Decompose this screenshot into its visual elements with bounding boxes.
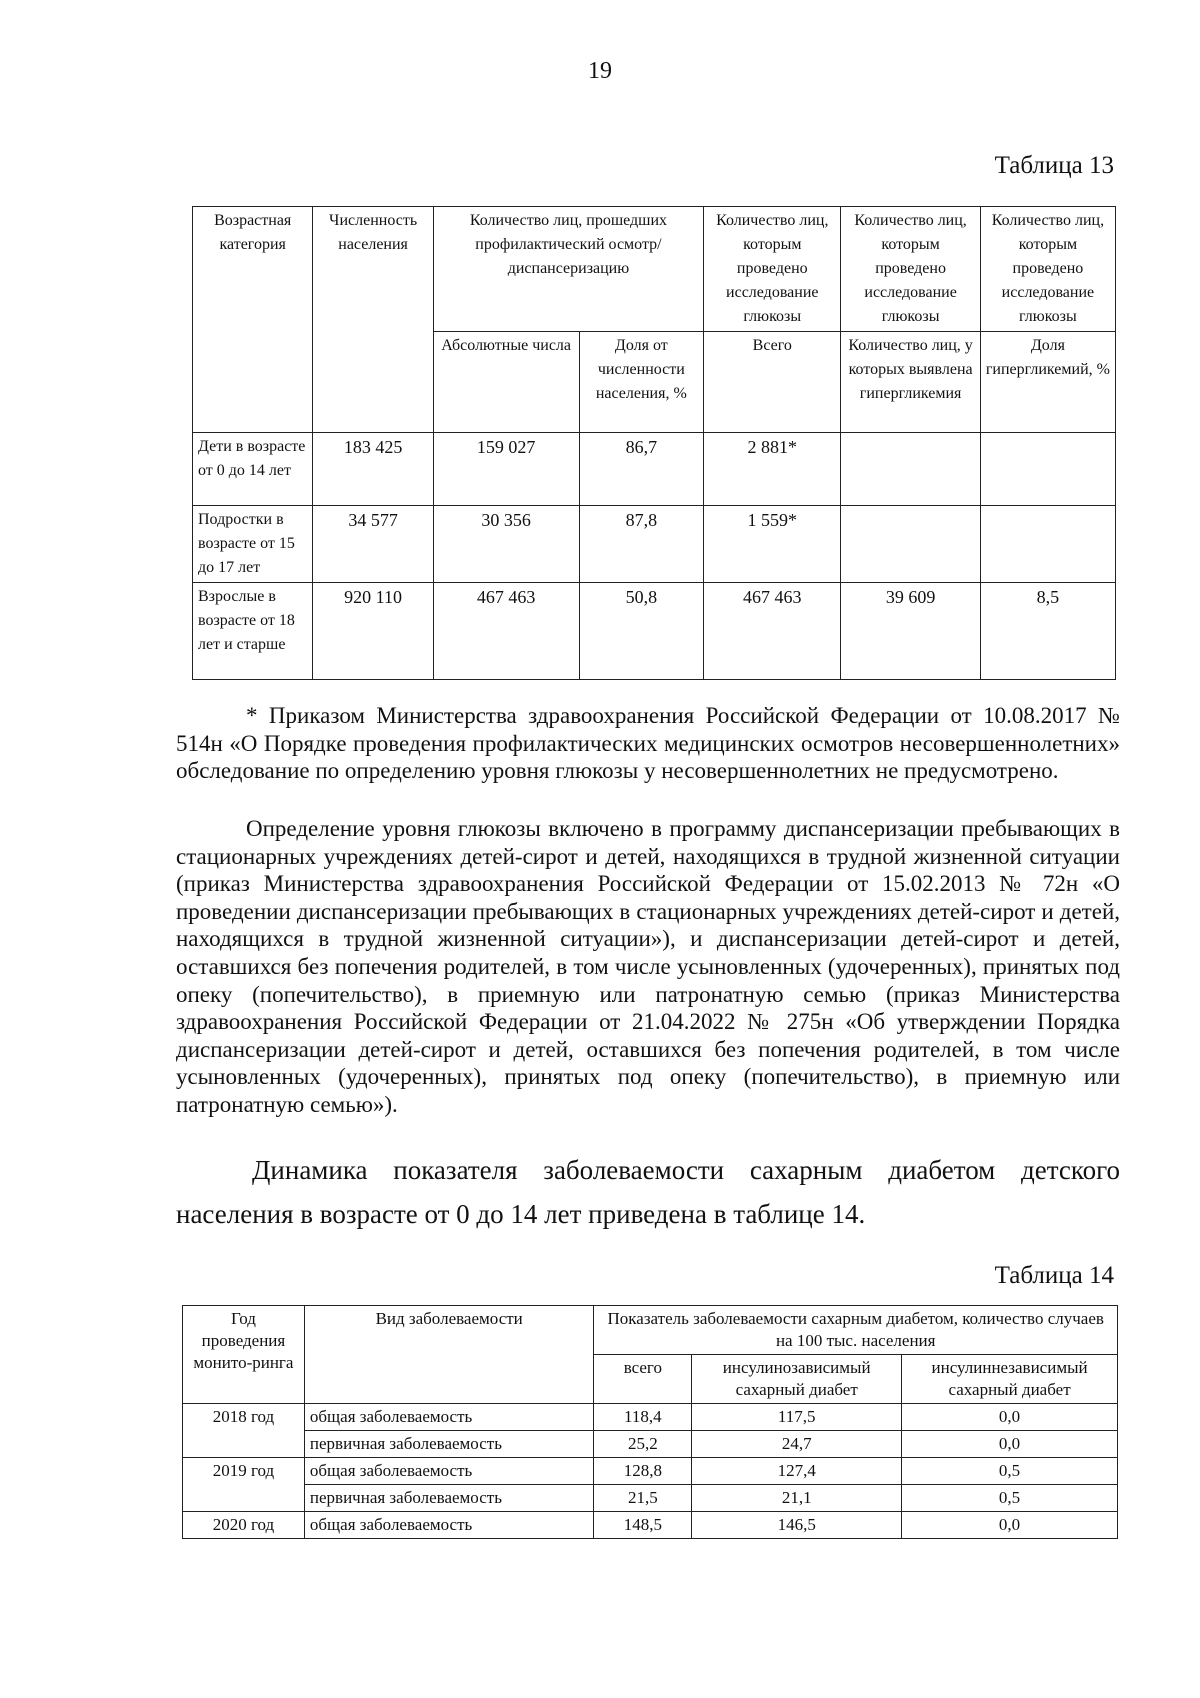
table-row (183, 1485, 1118, 1512)
table-row (193, 506, 1116, 583)
row-non-insulin-dependent: 0,5 (902, 1485, 1118, 1512)
header-type: Вид заболеваемости (304, 1306, 594, 1404)
header-share: Доля от численности населения, % (579, 332, 704, 433)
header-age-category: Возрастная категория (193, 207, 313, 433)
row-year: 2020 год (183, 1512, 305, 1539)
row-hyper-share: 8,5 (980, 583, 1115, 680)
header-hyper-share: Доля гипергликемий, % (980, 332, 1115, 433)
row-type: общая заболеваемость (304, 1512, 594, 1539)
row-year: 2018 год (183, 1404, 305, 1458)
page-number: 19 (588, 58, 612, 84)
row-total: 1 559* (704, 506, 841, 583)
row-insulin-dependent: 117,5 (692, 1404, 902, 1431)
row-total: 148,5 (594, 1512, 692, 1539)
table-header-row (183, 1306, 1118, 1355)
header-non-insulin-dependent: инсулиннезависимый сахарный диабет (902, 1355, 1118, 1404)
row-insulin-dependent: 24,7 (692, 1431, 902, 1458)
paragraph-dispensary: Определение уровня глюкозы включено в программу диспансеризации пребывающих в стационарных учреждениях детей-сирот и детей, находящихся в трудной жизненной ситуации (приказ Министерства здравоохранения Российской Федерации от 15.02.2013 № 72н «О проведении диспансеризации пребывающих в стационарных учреждениях детей-сирот и детей, находящихся в трудной жизненной ситуации»), и диспансеризации детей-сирот и детей, оставшихся без попечения родителей, в том числе усыновленных (удочеренных), принятых под опеку (попечительство), в приемную или патронатную семью (приказ Министерства здравоохранения Российской Федерации от 21.04.2022 № 275н «Об утверждении Порядка диспансеризации детей-сирот и детей, оставшихся без попечения родителей, в том числе усыновленных (удочеренных), принятых под опеку (попечительство), в приемную или патронатную семью»). (176, 816, 1120, 1117)
row-insulin-dependent: 146,5 (692, 1512, 902, 1539)
row-category: Дети в возрасте от 0 до 14 лет (193, 433, 313, 506)
table-14 (182, 1305, 1118, 1539)
row-type: общая заболеваемость (304, 1458, 594, 1485)
table-header-row (193, 207, 1116, 332)
row-population: 920 110 (313, 583, 433, 680)
row-insulin-dependent: 127,4 (692, 1458, 902, 1485)
row-non-insulin-dependent: 0,0 (902, 1404, 1118, 1431)
row-category: Подростки в возрасте от 15 до 17 лет (193, 506, 313, 583)
row-total: 467 463 (704, 583, 841, 680)
row-absolute: 159 027 (433, 433, 579, 506)
header-absolute: Абсолютные числа (433, 332, 579, 433)
header-hyper-count: Количество лиц, у которых выявлена гипергликемия (841, 332, 980, 433)
row-hyper-share (980, 433, 1115, 506)
row-population: 34 577 (313, 506, 433, 583)
table-row (193, 583, 1116, 680)
row-total: 118,4 (594, 1404, 692, 1431)
row-non-insulin-dependent: 0,0 (902, 1431, 1118, 1458)
header-indicator: Показатель заболеваемости сахарным диабетом, количество случаев на 100 тыс. населения (594, 1306, 1118, 1355)
header-glucose-2: Количество лиц, которым проведено исследование глюкозы (841, 207, 980, 332)
row-hyper-count (841, 506, 980, 583)
row-absolute: 467 463 (433, 583, 579, 680)
row-total: 25,2 (594, 1431, 692, 1458)
row-insulin-dependent: 21,1 (692, 1485, 902, 1512)
table-row (183, 1431, 1118, 1458)
row-hyper-share (980, 506, 1115, 583)
table-13-caption: Таблица 13 (994, 152, 1114, 179)
header-glucose-3: Количество лиц, которым проведено исследование глюкозы (980, 207, 1115, 332)
footnote: * Приказом Министерства здравоохранения Российской Федерации от 10.08.2017 № 514н «О Порядке проведения профилактических медицинских осмотров несовершеннолетних» обследование по определению уровня глюкозы у несовершеннолетних не предусмотрено. (176, 703, 1120, 784)
row-absolute: 30 356 (433, 506, 579, 583)
row-type: первичная заболеваемость (304, 1485, 594, 1512)
row-category: Взрослые в возрасте от 18 лет и старше (193, 583, 313, 680)
table-row (183, 1458, 1118, 1485)
row-total: 128,8 (594, 1458, 692, 1485)
header-screened: Количество лиц, прошедших профилактический осмотр/ диспансеризацию (433, 207, 703, 332)
row-share: 50,8 (579, 583, 704, 680)
table-row (183, 1404, 1118, 1431)
row-hyper-count: 39 609 (841, 583, 980, 680)
row-type: первичная заболеваемость (304, 1431, 594, 1458)
table-row (183, 1512, 1118, 1539)
row-share: 87,8 (579, 506, 704, 583)
header-insulin-dependent: инсулинозависимый сахарный диабет (692, 1355, 902, 1404)
table-14-caption: Таблица 14 (994, 1262, 1114, 1289)
table-row (193, 433, 1116, 506)
row-year: 2019 год (183, 1458, 305, 1512)
header-population: Численность населения (313, 207, 433, 433)
row-non-insulin-dependent: 0,5 (902, 1458, 1118, 1485)
header-glucose-1: Количество лиц, которым проведено исследование глюкозы (704, 207, 841, 332)
header-total: Всего (704, 332, 841, 433)
row-total: 2 881* (704, 433, 841, 506)
row-hyper-count (841, 433, 980, 506)
header-total: всего (594, 1355, 692, 1404)
row-total: 21,5 (594, 1485, 692, 1512)
paragraph-table14-intro: Динамика показателя заболеваемости сахарным диабетом детского населения в возрасте от 0 до 14 лет приведена в таблице 14. (176, 1155, 1120, 1229)
header-year: Год проведения монито-ринга (183, 1306, 305, 1404)
table-13 (192, 206, 1116, 680)
row-type: общая заболеваемость (304, 1404, 594, 1431)
row-population: 183 425 (313, 433, 433, 506)
row-share: 86,7 (579, 433, 704, 506)
row-non-insulin-dependent: 0,0 (902, 1512, 1118, 1539)
